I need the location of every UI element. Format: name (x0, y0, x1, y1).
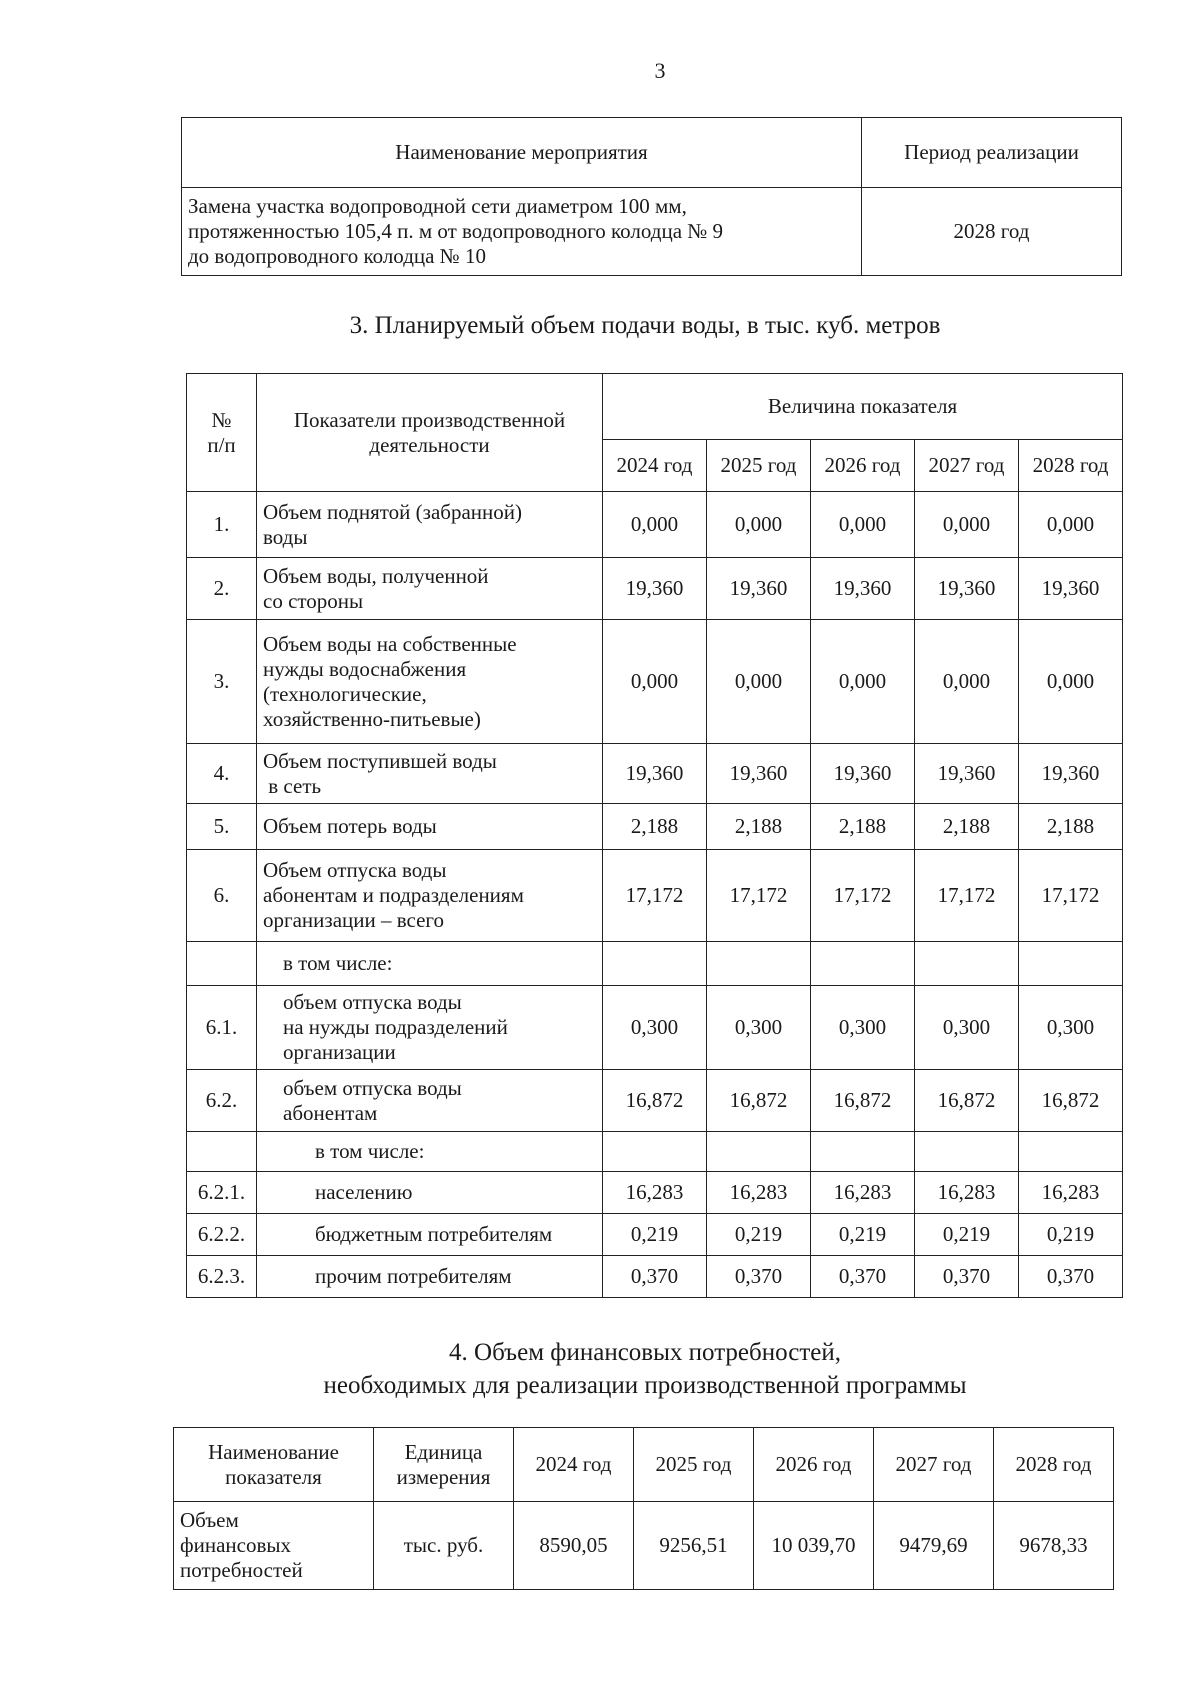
financial-header: Наименование показателя (174, 1428, 374, 1502)
row-value: 0,219 (811, 1214, 915, 1256)
year-header: 2027 год (915, 440, 1019, 492)
row-value: 17,172 (1019, 850, 1123, 942)
row-number: 4. (187, 744, 257, 804)
row-value: 16,872 (915, 1070, 1019, 1132)
row-value: 0,219 (915, 1214, 1019, 1256)
row-value: 16,283 (707, 1172, 811, 1214)
financial-header: 2028 год (994, 1428, 1114, 1502)
indicator-header: Показатели производственной деятельности (257, 374, 603, 492)
row-value: 0,300 (603, 986, 707, 1070)
table-row (187, 492, 1123, 558)
row-value: 0,219 (603, 1214, 707, 1256)
financial-header: 2026 год (754, 1428, 874, 1502)
period-header: Период реализации (862, 118, 1122, 188)
financial-header: 2027 год (874, 1428, 994, 1502)
section-4-title: 4. Объем финансовых потребностей, необходимых для реализации производственной программы (323, 1339, 967, 1399)
row-value: 0,000 (1019, 620, 1123, 744)
table-row (187, 744, 1123, 804)
measure-period: 2028 год (862, 188, 1122, 276)
row-value: 19,360 (603, 744, 707, 804)
row-value: 19,360 (707, 558, 811, 620)
row-number: 6.2.2. (187, 1214, 257, 1256)
row-value: 17,172 (603, 850, 707, 942)
year-header: 2026 год (811, 440, 915, 492)
row-label: Объем поступившей воды в сеть (257, 744, 603, 804)
row-label: Объем поднятой (забранной) воды (257, 492, 603, 558)
row-value: 2,188 (811, 804, 915, 850)
row-value (603, 942, 707, 986)
row-value (1019, 1132, 1123, 1172)
row-value: 0,000 (603, 620, 707, 744)
row-value: 0,000 (707, 492, 811, 558)
row-label: объем отпуска воды абонентам (257, 1070, 603, 1132)
row-value (707, 942, 811, 986)
row-value: 0,000 (915, 492, 1019, 558)
row-label: в том числе: (257, 942, 603, 986)
row-value (811, 1132, 915, 1172)
row-number: 6.1. (187, 986, 257, 1070)
financial-value: 9256,51 (634, 1502, 754, 1590)
row-value: 19,360 (915, 744, 1019, 804)
row-label: населению (257, 1172, 603, 1214)
financial-value: 8590,05 (514, 1502, 634, 1590)
row-number: 6.2.1. (187, 1172, 257, 1214)
row-value: 0,300 (915, 986, 1019, 1070)
row-value: 16,872 (1019, 1070, 1123, 1132)
row-value: 0,219 (707, 1214, 811, 1256)
row-number (187, 942, 257, 986)
row-number: 6. (187, 850, 257, 942)
row-label: объем отпуска воды на нужды подразделений организации (257, 986, 603, 1070)
row-value: 0,219 (1019, 1214, 1123, 1256)
financial-needs-table (173, 1427, 1114, 1590)
row-value: 0,300 (1019, 986, 1123, 1070)
row-value: 17,172 (811, 850, 915, 942)
section-3-title: 3. Планируемый объем подачи воды, в тыс. куб. метров (349, 312, 941, 339)
num-header: № п/п (187, 374, 257, 492)
row-value: 17,172 (707, 850, 811, 942)
row-value: 16,872 (707, 1070, 811, 1132)
row-value: 16,283 (811, 1172, 915, 1214)
measure-description: Замена участка водопроводной сети диаметром 100 мм, протяженностью 105,4 п. м от водопроводного колодца № 9 до водопроводного колодца № 10 (182, 188, 862, 276)
table-row (187, 1070, 1123, 1132)
row-value: 16,872 (603, 1070, 707, 1132)
row-value: 16,283 (1019, 1172, 1123, 1214)
row-label: Объем потерь воды (257, 804, 603, 850)
financial-unit: тыс. руб. (374, 1502, 514, 1590)
row-value: 19,360 (811, 744, 915, 804)
row-value: 0,000 (1019, 492, 1123, 558)
row-value: 0,370 (915, 1256, 1019, 1298)
row-value: 19,360 (1019, 558, 1123, 620)
row-value: 19,360 (1019, 744, 1123, 804)
row-value: 19,360 (915, 558, 1019, 620)
table-row (187, 850, 1123, 942)
table-row (187, 558, 1123, 620)
row-value: 0,370 (707, 1256, 811, 1298)
row-value: 19,360 (603, 558, 707, 620)
row-value: 0,300 (811, 986, 915, 1070)
water-volume-table (186, 373, 1123, 1298)
year-header: 2024 год (603, 440, 707, 492)
row-value (1019, 942, 1123, 986)
row-value: 0,300 (707, 986, 811, 1070)
table-row (187, 986, 1123, 1070)
table-row (187, 1172, 1123, 1214)
financial-header: 2025 год (634, 1428, 754, 1502)
row-value: 0,370 (603, 1256, 707, 1298)
row-label: бюджетным потребителям (257, 1214, 603, 1256)
financial-header: Единица измерения (374, 1428, 514, 1502)
row-label: прочим потребителям (257, 1256, 603, 1298)
row-number: 3. (187, 620, 257, 744)
page-number: 3 (654, 58, 666, 83)
row-value: 19,360 (811, 558, 915, 620)
row-value: 0,000 (811, 492, 915, 558)
row-value: 0,370 (811, 1256, 915, 1298)
row-value: 2,188 (915, 804, 1019, 850)
row-value: 2,188 (707, 804, 811, 850)
row-value (811, 942, 915, 986)
financial-header: 2024 год (514, 1428, 634, 1502)
value-group-header: Величина показателя (603, 374, 1123, 440)
row-value: 0,000 (603, 492, 707, 558)
row-value: 19,360 (707, 744, 811, 804)
year-header: 2025 год (707, 440, 811, 492)
financial-value: 9678,33 (994, 1502, 1114, 1590)
row-number: 1. (187, 492, 257, 558)
row-number: 5. (187, 804, 257, 850)
table-row (187, 942, 1123, 986)
row-number: 6.2. (187, 1070, 257, 1132)
row-value: 0,000 (915, 620, 1019, 744)
row-number (187, 1132, 257, 1172)
row-value: 2,188 (603, 804, 707, 850)
row-label: Объем отпуска воды абонентам и подразделениям организации – всего (257, 850, 603, 942)
table-row (187, 1214, 1123, 1256)
row-label: в том числе: (257, 1132, 603, 1172)
table-row (187, 1256, 1123, 1298)
row-number: 2. (187, 558, 257, 620)
row-value (707, 1132, 811, 1172)
row-value (603, 1132, 707, 1172)
row-number: 6.2.3. (187, 1256, 257, 1298)
row-label: Объем воды, полученной со стороны (257, 558, 603, 620)
row-value: 2,188 (1019, 804, 1123, 850)
row-value: 16,283 (915, 1172, 1019, 1214)
financial-value: 10 039,70 (754, 1502, 874, 1590)
row-value (915, 942, 1019, 986)
table-row (187, 1132, 1123, 1172)
table-row (187, 620, 1123, 744)
row-label: Объем воды на собственные нужды водоснабжения (технологические, хозяйственно-питьевые) (257, 620, 603, 744)
row-value (915, 1132, 1019, 1172)
table-row (187, 804, 1123, 850)
row-value: 0,000 (811, 620, 915, 744)
financial-label: Объем финансовых потребностей (174, 1502, 374, 1590)
measures-table (181, 117, 1122, 276)
row-value: 17,172 (915, 850, 1019, 942)
financial-value: 9479,69 (874, 1502, 994, 1590)
year-header: 2028 год (1019, 440, 1123, 492)
measure-name-header: Наименование мероприятия (182, 118, 862, 188)
row-value: 16,283 (603, 1172, 707, 1214)
row-value: 0,370 (1019, 1256, 1123, 1298)
row-value: 0,000 (707, 620, 811, 744)
row-value: 16,872 (811, 1070, 915, 1132)
